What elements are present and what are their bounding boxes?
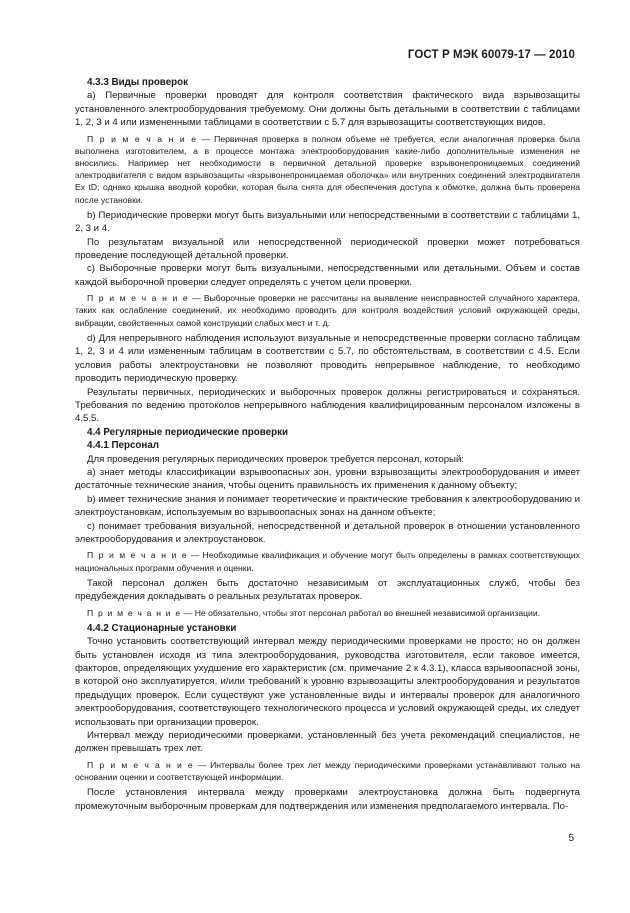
note-text: — Не обязательно, чтобы этот персонал работал во внешней независимой организации.	[181, 607, 541, 618]
note-label: П р и м е ч а н и е	[87, 759, 194, 770]
paragraph: c) понимает требования визуальной, непосредственной и детальной проверок в отношении установленного электрооборудования и электроустановок.	[75, 520, 580, 545]
paragraph: а) знает методы классификации взрывоопасных зон, уровни взрывозащиты электрооборудования и имеет достаточные технические знания, чтобы оценить правильность их применения к данному объекту;	[75, 466, 580, 492]
note-text: — Необходимые квалификация и обучение могут быть определены в рамках соответствующих национальных программ обучения и оценки.	[75, 550, 580, 573]
paragraph: После установления интервала между проверками электроустановка должна быть подвергнута промежуточным выборочным проверкам для подтверждения или изменения предполагаемого интервала. По-	[75, 787, 580, 812]
note	[75, 759, 580, 783]
note	[75, 292, 580, 329]
section-heading-4-3-3: 4.3.3 Виды проверок	[87, 77, 189, 88]
paragraph: а) Первичные проверки проводят для контроля соответствия фактического вида взрывозащиты установленного электрооборудования требуемому. Они должны быть детальными в соответствии с таблицами 1, 2, 3 и 4 или измененными таблицами в соответствии с 5.7 для взрывозащиты соответствующих видов.	[75, 90, 580, 129]
note-label: П р и м е ч а н и е	[87, 550, 188, 561]
paragraph: d) Для непрерывного наблюдения используют визуальные и непосредственные проверки согласно таблицам 1, 2, 3 и 4 или измененным таблицам в соответствии с 5.7, по обстоятельствам, в соответствии с 4.5. Если условия работы электроустановки не позволяют проводить непрерывное наблюдение, то необходимо проводить периодическую проверку.	[75, 332, 580, 385]
paragraph: Точно установить соответствующий интервал между периодическими проверками не просто; но он должен быть установлен исходя из типа электрооборудования, руководства изготовителя, если таковое имеется, факторов, определяющих ухудшение его характеристик (см. примечание 2 к 4.3.1), класса взрывоопасной зоны, в которой оно эксплуатируется, и/или требований к уровню взрывозащиты электрооборудования и результатов предыдущих проверок. Если существуют уже установленные виды и интервалы проверок для аналогичного электрооборудования, соответствующего технологического процесса и условий окружающей среды, их следует использовать при организации проверок.	[75, 636, 580, 728]
standard-header: ГОСТ Р МЭК 60079-17 — 2010	[407, 49, 575, 61]
note	[75, 133, 580, 206]
document-body	[75, 76, 580, 813]
section-heading-4-4: 4.4 Регулярные периодические проверки	[87, 426, 289, 438]
paragraph: b) Периодические проверки могут быть визуальными или непосредственными в соответствии с таблицами 1, 2, 3 и 4.	[75, 209, 580, 235]
paragraph: Интервал между периодическими проверками, установленный без учета рекомендаций специалистов, не должен превышать трех лет.	[75, 730, 580, 755]
paragraph: b) имеет технические знания и понимает теоретические и практические требования к электрооборудованию и электроустановкам, используемым во взрывоопасных зонах на данном объекте;	[75, 493, 580, 519]
note-text: — Интервалы более трех лет между периодическими проверками устанавливают только на основании оценки и соответствующей информации.	[75, 759, 580, 783]
note-text: — Выборочные проверки не рассчитаны на выявление неисправностей случайного характера, таких как ослабление соединений, их необходимо проводить для контроля воздействия условий окружающей среды, вибрации, свойственных самой конструкции слабых мест и т. д.	[75, 293, 580, 328]
paragraph: c) Выборочные проверки могут быть визуальными, непосредственными или детальными. Объем и состав каждой выборочной проверки следует определять с учетом цели проверки.	[75, 263, 580, 288]
note	[75, 607, 580, 619]
paragraph: Результаты первичных, периодических и выборочных проверок должны регистрироваться и сохраняться. Требования по ведению протоколов непрерывного наблюдения квалифицированным персоналом изложены в 4.5.5.	[75, 386, 580, 425]
paragraph: Такой персонал должен быть достаточно независимым от эксплуатационных служб, чтобы без предубеждения докладывать о реальных результатах проверок.	[75, 577, 580, 603]
note-label: П р и м е ч а н и е	[87, 133, 198, 144]
note	[75, 549, 580, 573]
section-heading-4-4-1: 4.4.1 Персонал	[87, 440, 160, 452]
note-text: — Первичная проверка в полном объеме не требуется, если аналогичная проверка была выполнена изготовителем, а в процессе монтажа электрооборудования какие-либо дополнительные изменения не вносились. Например нет необходимости в первичной детальной проверке взрывонепроницаемых соединений электродвигателя с видом взрывозащиты «взрывонепроницаемая оболочка» или внутренних соединений электродвигателя Ex tD; однако крышка вводной коробки, которая была снята для обеспечения доступа к обмотке, должна быть проверена после установки.	[75, 133, 580, 205]
paragraph: Для проведения регулярных периодических проверок требуется персонал, который:	[87, 453, 464, 465]
note-label: П р и м е ч а н и е	[87, 607, 182, 618]
paragraph: По результатам визуальной или непосредственной периодической проверки может потребоваться проведение последующей детальной проверки.	[75, 236, 580, 262]
note-label: П р и м е ч а н и е	[87, 293, 189, 304]
section-heading-4-4-2: 4.4.2 Стационарные установки	[87, 622, 237, 634]
page-number: 5	[568, 833, 574, 844]
